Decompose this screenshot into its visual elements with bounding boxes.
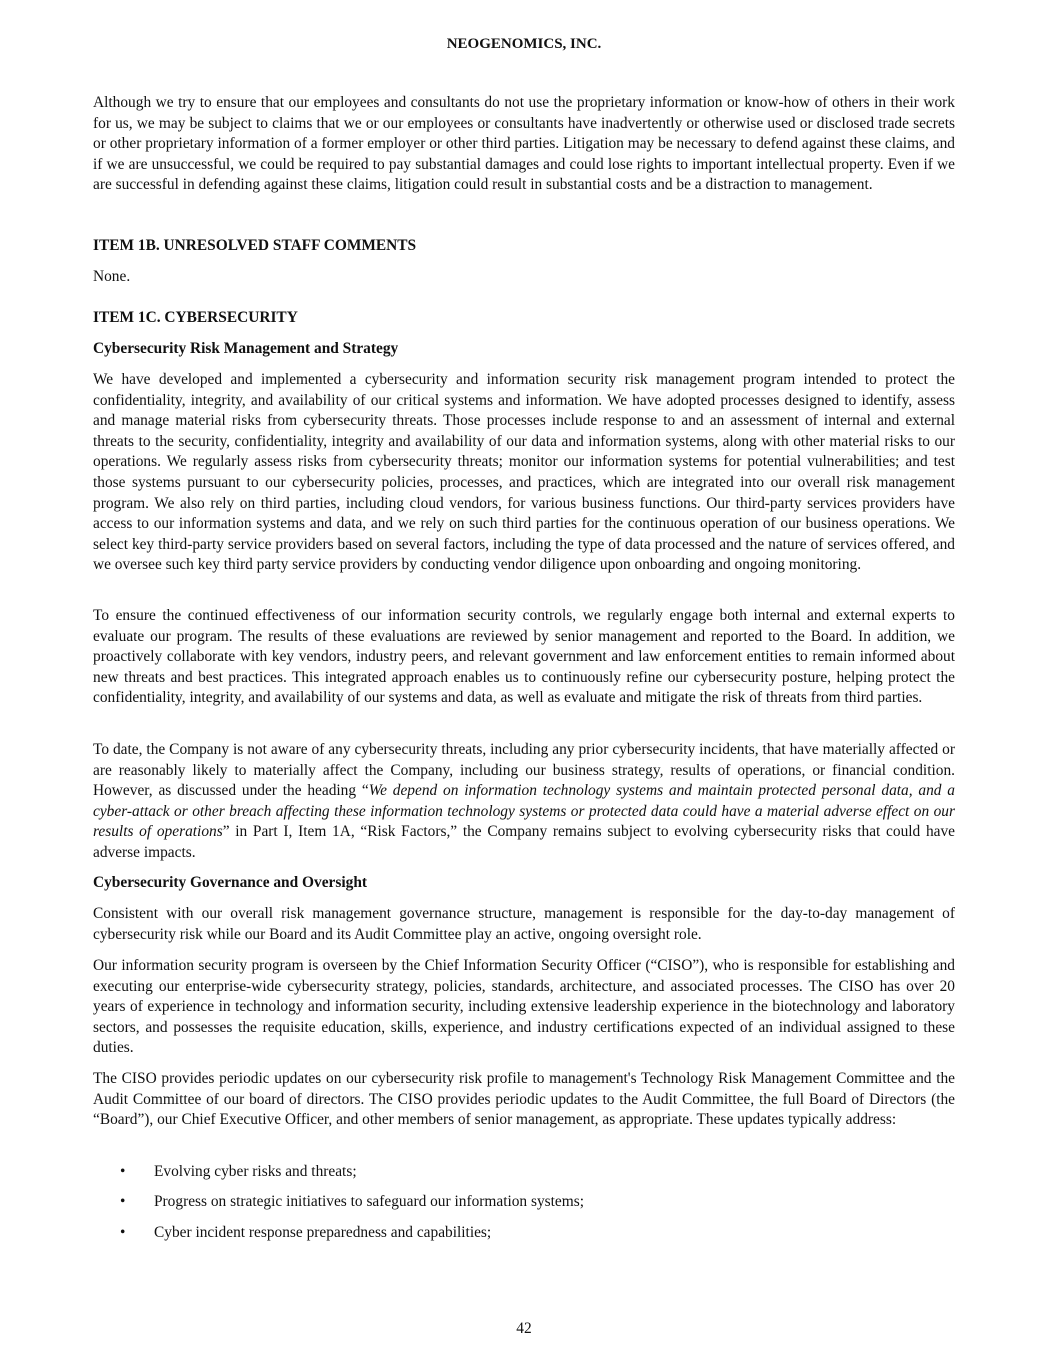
governance-paragraph-2: Our information security program is overseen by the Chief Information Security Officer (“CISO”), who is responsible for establishing and executing our enterprise-wide cybersecurity strategy, policies, standards, architecture, and associated processes. The CISO has over 20 years of experience in technology and information security, including extensive leadership experience in the biotechnology and laboratory sectors, and possesses the requisite education, skills, experience, and industry certifications expected of an individual assigned to these duties. [93,957,955,1057]
bullet-list-item [93,1223,955,1244]
governance-subheading: Cybersecurity Governance and Oversight [93,874,368,891]
risk-management-paragraph-3 [93,740,955,864]
governance-paragraph-1: Consistent with our overall risk management governance structure, management is responsible for the day-to-day management of cybersecurity risk while our Board and its Audit Committee play an active, ongoing oversight role. [93,905,955,943]
governance-paragraph-3: The CISO provides periodic updates on our cybersecurity risk profile to management's Technology Risk Management Committee and the Audit Committee of our board of directors. The CISO provides periodic updates to the Audit Committee, the full Board of Directors (the “Board”), our Chief Executive Officer, and other members of senior management, as appropriate. These updates typically address: [93,1070,955,1129]
bullet-icon: • [120,1193,126,1210]
bullet-icon: • [120,1224,126,1241]
risk-management-paragraph-2: To ensure the continued effectiveness of our information security controls, we regularly engage both internal and external experts to evaluate our program. The results of these evaluations are reviewed by senior management and reported to the Board. In addition, we proactively collaborate with key vendors, industry peers, and relevant government and law enforcement entities to remain informed about new threats and best practices. This integrated approach enables us to continuously refine our cybersecurity posture, helping protect the confidentiality, integrity, and availability of our systems and data, as well as evaluate and mitigate the risk of threats from third parties. [93,607,955,707]
page-number: 42 [516,1320,532,1337]
bullet-text: Progress on strategic initiatives to safeguard our information systems; [154,1193,584,1210]
bullet-list-item [93,1192,955,1213]
to-date-text-after: ” in Part I, Item 1A, “Risk Factors,” the Company remains subject to evolving cybersecurity risks that could have adverse impacts. [93,823,955,861]
item-1b-body: None. [93,268,131,285]
risk-factor-heading-reference: We depend on information technology systems and maintain protected personal data, and a cyber-attack or other breach affecting these information technology systems or protected data could have a material adverse effect on our results of operations [93,782,955,841]
bullet-list-item [93,1162,955,1183]
running-header-company: NEOGENOMICS, INC. [446,36,602,52]
intro-paragraph: Although we try to ensure that our employees and consultants do not use the proprietary information or know-how of others in their work for us, we may be subject to claims that we or our employees or consultants have inadvertently or otherwise used or disclosed trade secrets or other proprietary information of a former employer or other third parties. Litigation may be necessary to defend against these claims, and if we are unsuccessful, we could be required to pay substantial damages and could lose rights to important intellectual property. Even if we are successful in defending against these claims, litigation could result in substantial costs and be a distraction to management. [93,94,955,194]
bullet-icon: • [120,1163,126,1180]
to-date-text-before: To date, the Company is not aware of any cybersecurity threats, including any prior cybersecurity incidents, that have materially affected or are reasonably likely to materially affect the Company, including our business strategy, results of operations, or financial condition. However, as discussed under the heading “ [93,741,955,800]
risk-management-subheading: Cybersecurity Risk Management and Strategy [93,340,399,357]
item-1b-heading: ITEM 1B. UNRESOLVED STAFF COMMENTS [93,237,417,254]
bullet-text: Cyber incident response preparedness and capabilities; [154,1224,492,1241]
risk-management-paragraph-1: We have developed and implemented a cybersecurity and information security risk management program intended to protect the confidentiality, integrity, and availability of our critical systems and information. We have adopted processes designed to identify, assess and manage material risks from cybersecurity threats. Those processes include response to and an assessment of internal and external threats to the security, confidentiality, integrity and availability of our data and information systems, along with other material risks to our operations. We regularly assess risks from cybersecurity threats; monitor our information systems for potential vulnerabilities; and test those systems pursuant to our cybersecurity policies, processes, and practices, which are integrated into our overall risk management program. We also rely on third parties, including cloud vendors, for various business functions. Our third-party services providers have access to our information systems and data, and we rely on such third parties for the continuous operation of our business operations. We select key third-party service providers based on several factors, including the type of data processed and the nature of services offered, and we oversee such key third party service providers by conducting vendor diligence upon onboarding and ongoing monitoring. [93,371,955,574]
item-1c-heading: ITEM 1C. CYBERSECURITY [93,309,298,326]
bullet-text: Evolving cyber risks and threats; [154,1163,357,1180]
